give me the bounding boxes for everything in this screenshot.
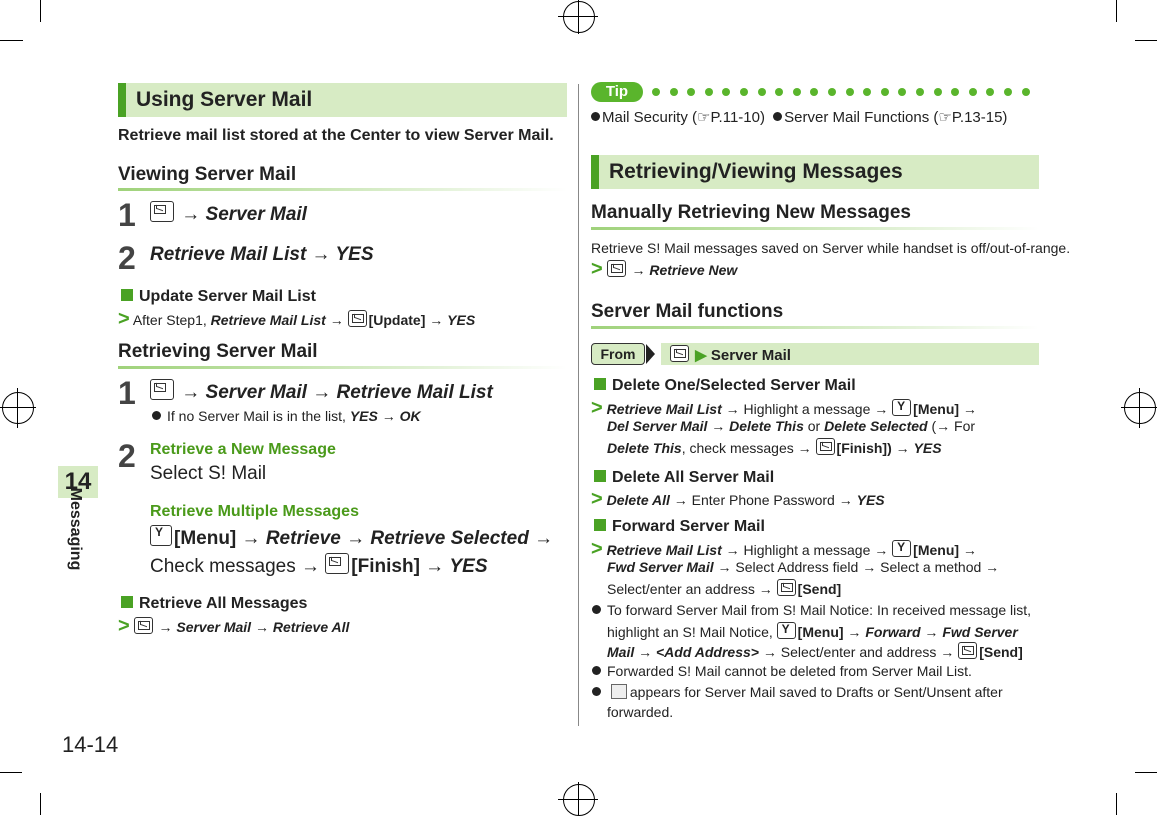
- heading-delete-all: Delete All Server Mail: [594, 469, 774, 487]
- intro-text: Retrieve mail list stored at the Center to view Server Mail.: [118, 127, 554, 144]
- option-text: Check messages → [Finish] → YES: [150, 553, 488, 578]
- tip-dot: [722, 88, 730, 96]
- forward-line-1: > Retrieve Mail List → Highlight a message → Y [Menu] →: [591, 538, 977, 561]
- tip-dot: [793, 88, 801, 96]
- forward-note-2: Forwarded S! Mail cannot be deleted from Server Mail List.: [592, 663, 972, 679]
- tip-dot: [828, 88, 836, 96]
- tip-dot: [1004, 88, 1012, 96]
- chevron-right-icon: >: [591, 488, 603, 510]
- square-bullet-icon: [121, 289, 133, 301]
- tip-dot: [652, 88, 660, 96]
- tip-dot: [986, 88, 994, 96]
- chevron-right-icon: >: [591, 397, 603, 419]
- yahoo-key-icon: [892, 399, 911, 416]
- tip-dot: [934, 88, 942, 96]
- chapter-number: 14: [64, 468, 92, 495]
- option-text: Select S! Mail: [150, 463, 267, 484]
- tip-dot: [758, 88, 766, 96]
- bullet-icon: [592, 605, 601, 614]
- tip-dot: [687, 88, 695, 96]
- forward-note-1c: Mail → <Add Address> → Select/enter and address → [Send]: [607, 644, 1023, 660]
- tip-dot: [775, 88, 783, 96]
- bullet-icon: [152, 411, 161, 420]
- step-number: 2: [118, 240, 136, 276]
- heading-server-mail-functions: Server Mail functions: [591, 301, 784, 322]
- mail-key-icon: [150, 379, 174, 400]
- from-badge: From: [591, 343, 645, 365]
- mail-key-icon: [777, 579, 796, 596]
- page-number: 14-14: [62, 732, 119, 757]
- delete-one-line-2: Del Server Mail → Delete This or Delete Selected (→ For: [607, 418, 976, 434]
- bullet-icon: [592, 666, 601, 675]
- section-header-retrieving-viewing: Retrieving/Viewing Messages: [591, 155, 1039, 189]
- retrieve-all-instruction: > → Server Mail → Retrieve All: [118, 615, 350, 637]
- triangle-right-icon: ▶: [695, 347, 707, 364]
- mail-key-icon: [816, 438, 835, 455]
- heading-retrieving-server-mail: Retrieving Server Mail: [118, 341, 318, 362]
- bullet-icon: [591, 112, 600, 121]
- heading-underline: [591, 326, 1039, 329]
- chevron-right-icon: >: [118, 615, 130, 637]
- delete-one-line-1: > Retrieve Mail List → Highlight a message → Y [Menu] →: [591, 397, 977, 420]
- tip-dot: [810, 88, 818, 96]
- mail-key-icon: [134, 617, 153, 634]
- update-instruction: > After Step1, Retrieve Mail List → [Update] → YES: [118, 308, 476, 330]
- delete-all-line: > Delete All → Enter Phone Password → YES: [591, 488, 885, 510]
- mail-key-icon: [958, 642, 977, 659]
- reference-hand-icon: ☞: [938, 109, 952, 126]
- tip-dot: [916, 88, 924, 96]
- heading-delete-one: Delete One/Selected Server Mail: [594, 377, 856, 395]
- manual-text: Retrieve S! Mail messages saved on Server while handset is off/out-of-range.: [591, 240, 1071, 256]
- heading-manual-retrieve: Manually Retrieving New Messages: [591, 202, 911, 223]
- forward-line-2: Fwd Server Mail → Select Address field → Select a method →: [607, 559, 1000, 575]
- step-number: 1: [118, 375, 136, 411]
- square-bullet-icon: [121, 596, 133, 608]
- chapter-title: Messaging: [67, 487, 84, 571]
- mail-key-icon: [325, 553, 349, 574]
- yahoo-key-icon: [892, 540, 911, 557]
- heading-update: Update Server Mail List: [121, 288, 316, 306]
- mail-key-icon: [607, 260, 626, 277]
- tip-label: Tip: [605, 83, 629, 100]
- square-bullet-icon: [594, 470, 606, 482]
- option-text: Y[Menu] → Retrieve → Retrieve Selected →: [150, 525, 553, 550]
- from-arrow-icon: [646, 344, 655, 364]
- step-instruction: → Server Mail: [150, 201, 307, 226]
- manual-instruction: > → Retrieve New: [591, 258, 738, 280]
- tip-dot: [1022, 88, 1030, 96]
- from-path: ▶ Server Mail: [670, 345, 791, 364]
- forward-note-3: appears for Server Mail saved to Drafts or Sent/Unsent after: [592, 684, 1003, 700]
- heading-forward: Forward Server Mail: [594, 518, 765, 536]
- section-header-using-server-mail: Using Server Mail: [118, 83, 567, 117]
- forward-note-1b: highlight an S! Mail Notice, Y [Menu] → Forward → Fwd Server: [607, 622, 1018, 640]
- heading-underline: [118, 366, 567, 369]
- heading-viewing-server-mail: Viewing Server Mail: [118, 164, 297, 185]
- heading-underline: [591, 227, 1039, 230]
- reference-hand-icon: ☞: [697, 109, 711, 126]
- tip-dot: [863, 88, 871, 96]
- bullet-icon: [773, 112, 782, 121]
- tip-dot: [951, 88, 959, 96]
- yahoo-key-icon: [777, 622, 796, 639]
- mail-key-icon: [150, 201, 174, 222]
- tip-dot: [705, 88, 713, 96]
- heading-underline: [118, 188, 567, 191]
- bullet-icon: [592, 687, 601, 696]
- heading-retrieve-all: Retrieve All Messages: [121, 595, 307, 613]
- forward-line-3: Select/enter an address → [Send]: [607, 581, 842, 597]
- step-number: 1: [118, 197, 136, 233]
- yahoo-key-icon: [150, 525, 172, 546]
- chevron-right-icon: >: [118, 308, 130, 330]
- tip-dot: [740, 88, 748, 96]
- column-divider: [578, 84, 579, 726]
- mail-key-icon: [348, 310, 367, 327]
- option-title: Retrieve a New Message: [150, 441, 336, 458]
- step-number: 2: [118, 438, 136, 474]
- forwarded-mail-icon: [611, 684, 627, 699]
- forward-note-1: To forward Server Mail from S! Mail Notice: In received message list,: [592, 602, 1031, 618]
- step-instruction: → Server Mail → Retrieve Mail List: [150, 379, 493, 404]
- tip-dot: [670, 88, 678, 96]
- option-title: Retrieve Multiple Messages: [150, 503, 359, 520]
- step-note: If no Server Mail is in the list, YES → OK: [152, 408, 421, 424]
- square-bullet-icon: [594, 519, 606, 531]
- forward-note-3b: forwarded.: [607, 704, 674, 720]
- tip-dot: [898, 88, 906, 96]
- tip-dot: [881, 88, 889, 96]
- mail-key-icon: [670, 345, 689, 362]
- square-bullet-icon: [594, 378, 606, 390]
- chevron-right-icon: >: [591, 258, 603, 280]
- tip-dot: [846, 88, 854, 96]
- delete-one-line-3: Delete This, check messages → [Finish]) → YES: [607, 440, 942, 456]
- tip-text: Mail Security (☞P.11-10) Server Mail Functions (☞P.13-15): [591, 108, 1007, 126]
- tip-dot: [969, 88, 977, 96]
- step-instruction: Retrieve Mail List → YES: [150, 244, 374, 265]
- chevron-right-icon: >: [591, 538, 603, 560]
